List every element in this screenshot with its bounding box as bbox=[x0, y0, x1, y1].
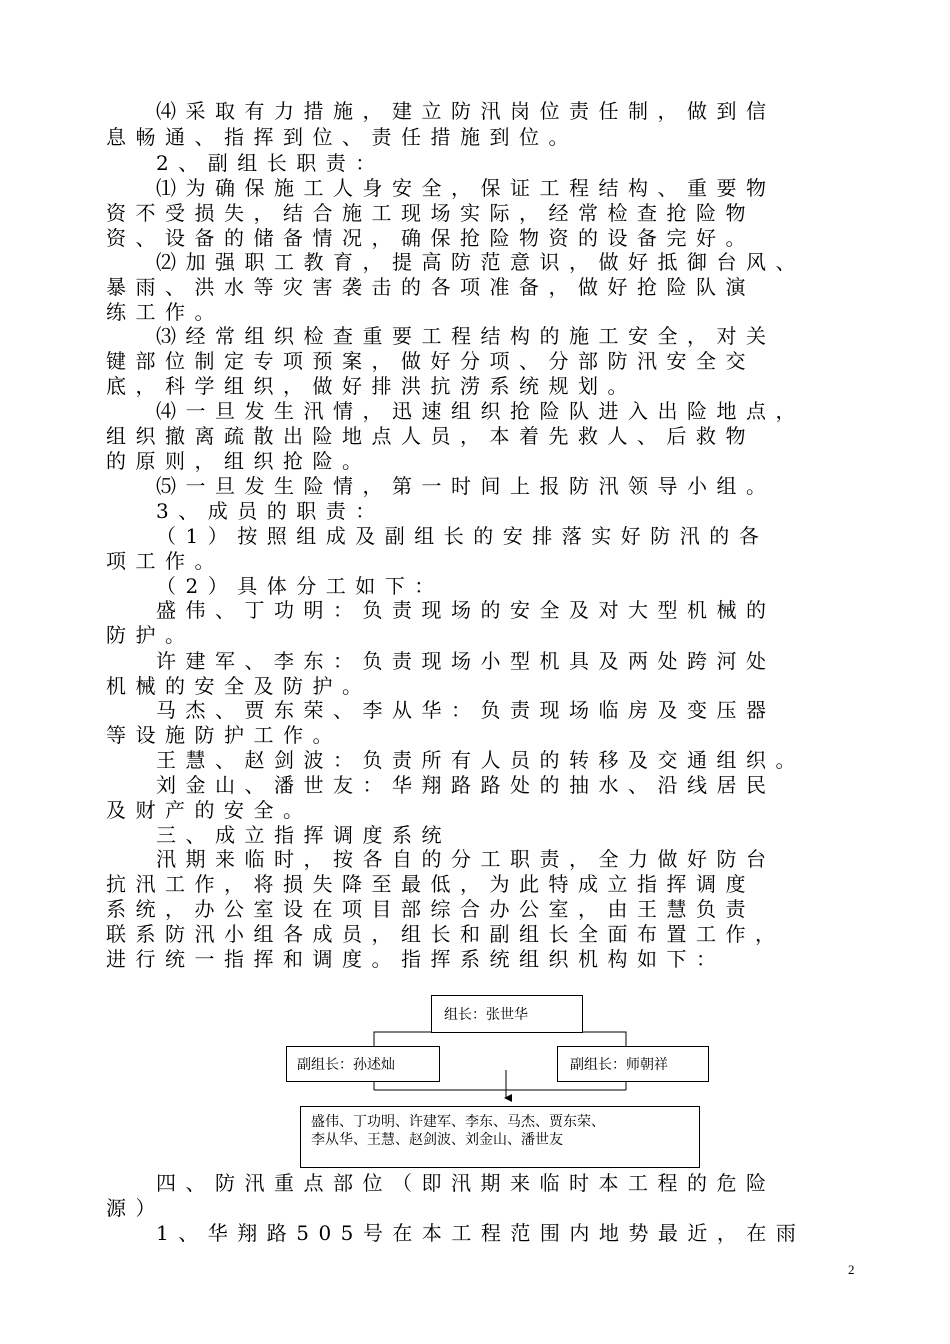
text-line: 资、设备的储备情况，确保抢险物资的设备完好。 bbox=[106, 226, 755, 250]
org-members-line-2: 李从华、王慧、赵剑波、刘金山、潘世友 bbox=[311, 1132, 563, 1148]
section-heading: 三、成立指挥调度系统 bbox=[156, 823, 451, 847]
section-heading: 四、防汛重点部位（即汛期来临时本工程的危险 bbox=[156, 1171, 776, 1195]
text-line: 系统，办公室设在项目部综合办公室，由王慧负责 bbox=[106, 897, 755, 921]
text-line: 的原则，组织抢险。 bbox=[106, 449, 372, 473]
org-box-members bbox=[300, 1106, 700, 1168]
text-line: 汛期来临时，按各自的分工职责，全力做好防台 bbox=[156, 847, 776, 871]
text-line: 练工作。 bbox=[106, 300, 224, 324]
text-line: 及财产的安全。 bbox=[106, 798, 313, 822]
page-number: 2 bbox=[848, 1262, 855, 1277]
text-line: 键部位制定专项预案，做好分项、分部防汛安全交 bbox=[106, 349, 755, 373]
text-line: 息畅通、指挥到位、责任措施到位。 bbox=[106, 125, 578, 149]
text-line: 进行统一指挥和调度。指挥系统组织机构如下： bbox=[106, 947, 726, 971]
org-deputy-right-label: 副组长：师朝祥 bbox=[570, 1057, 668, 1073]
text-line: 马杰、贾东荣、李从华：负责现场临房及变压器 bbox=[156, 698, 776, 722]
text-line: ⑴为确保施工人身安全，保证工程结构、重要物 bbox=[156, 176, 776, 200]
text-line: 底，科学组织，做好排洪抗涝系统规划。 bbox=[106, 374, 637, 398]
text-line: 源） bbox=[106, 1196, 165, 1220]
text-line: 刘金山、潘世友：华翔路路处的抽水、沿线居民 bbox=[156, 773, 776, 797]
text-line: 防护。 bbox=[106, 623, 195, 647]
text-line: （2）具体分工如下： bbox=[156, 574, 444, 598]
text-line: 联系防汛小组各成员，组长和副组长全面布置工作， bbox=[106, 922, 785, 946]
text-line: 3、成员的职责： bbox=[156, 499, 385, 523]
text-line: 盛伟、丁功明：负责现场的安全及对大型机械的 bbox=[156, 598, 776, 622]
text-line: ⑷采取有力措施，建立防汛岗位责任制，做到信 bbox=[156, 99, 776, 123]
text-line: ⑸一旦发生险情，第一时间上报防汛领导小组。 bbox=[156, 474, 776, 498]
text-line: 抗汛工作，将损失降至最低，为此特成立指挥调度 bbox=[106, 872, 755, 896]
org-members-line-1: 盛伟、丁功明、许建军、李东、马杰、贾东荣、 bbox=[311, 1114, 605, 1130]
text-line: 机械的安全及防护。 bbox=[106, 674, 372, 698]
text-line: 项工作。 bbox=[106, 549, 224, 573]
text-line: 资不受损失，结合施工现场实际，经常检查抢险物 bbox=[106, 201, 755, 225]
text-line: 许建军、李东：负责现场小型机具及两处跨河处 bbox=[156, 649, 776, 673]
text-line: ⑵加强职工教育，提高防范意识，做好抵御台风、 bbox=[156, 250, 805, 274]
text-line: 等设施防护工作。 bbox=[106, 723, 342, 747]
text-line: 组织撤离疏散出险地点人员，本着先救人、后救物 bbox=[106, 424, 755, 448]
org-deputy-left-label: 副组长：孙述灿 bbox=[297, 1057, 395, 1073]
org-leader-label: 组长：张世华 bbox=[444, 1007, 528, 1023]
org-box-leader bbox=[431, 995, 583, 1033]
text-line: 暴雨、洪水等灾害袭击的各项准备，做好抢险队演 bbox=[106, 275, 755, 299]
text-line: （1）按照组成及副组长的安排落实好防汛的各 bbox=[156, 524, 769, 548]
text-line: ⑶经常组织检查重要工程结构的施工安全，对关 bbox=[156, 324, 776, 348]
text-line: ⑷一旦发生汛情，迅速组织抢险队进入出险地点， bbox=[156, 399, 805, 423]
text-line: 1、华翔路505号在本工程范围内地势最近，在雨 bbox=[156, 1221, 806, 1245]
org-box-deputy-right bbox=[557, 1046, 709, 1082]
text-line: 2、副组长职责： bbox=[156, 151, 385, 175]
org-box-deputy-left bbox=[286, 1046, 440, 1082]
text-line: 王慧、赵剑波：负责所有人员的转移及交通组织。 bbox=[156, 748, 805, 772]
